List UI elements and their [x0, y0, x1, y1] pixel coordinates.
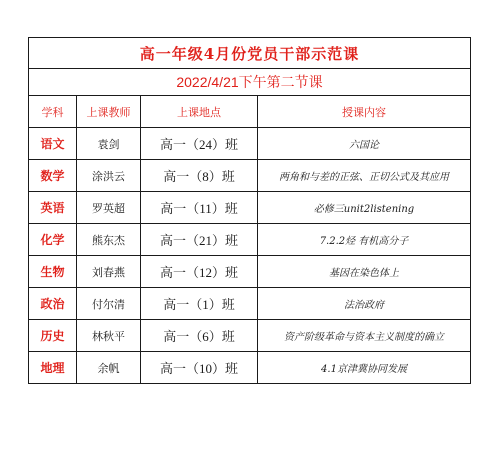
teacher-cell: 余帆 — [77, 352, 141, 384]
place-cell: 高一（6）班 — [141, 320, 258, 352]
subject-cell: 政治 — [29, 288, 77, 320]
teacher-cell: 涂洪云 — [77, 160, 141, 192]
header-subject: 学科 — [29, 96, 77, 128]
place-cell: 高一（21）班 — [141, 224, 258, 256]
demonstration-class-schedule-table — [28, 37, 471, 384]
teacher-cell: 刘春燕 — [77, 256, 141, 288]
subject-cell: 化学 — [29, 224, 77, 256]
subject-cell: 语文 — [29, 128, 77, 160]
place-cell: 高一（24）班 — [141, 128, 258, 160]
teacher-cell: 付尔清 — [77, 288, 141, 320]
subject-cell: 地理 — [29, 352, 77, 384]
teacher-cell: 袁剑 — [77, 128, 141, 160]
content-cell: 资产阶级革命与资本主义制度的确立 — [258, 320, 471, 352]
table-row — [29, 160, 471, 192]
content-cell: 基因在染色体上 — [258, 256, 471, 288]
subject-cell: 历史 — [29, 320, 77, 352]
column-header-row — [29, 96, 471, 128]
content-cell: 4.1京津冀协同发展 — [258, 352, 471, 384]
header-teacher: 上课教师 — [77, 96, 141, 128]
teacher-cell: 罗英超 — [77, 192, 141, 224]
header-place: 上课地点 — [141, 96, 258, 128]
content-cell: 两角和与差的正弦、正切公式及其应用 — [258, 160, 471, 192]
content-cell: 法治政府 — [258, 288, 471, 320]
content-cell: 六国论 — [258, 128, 471, 160]
table-row — [29, 352, 471, 384]
content-cell: 必修三unit2listening — [258, 192, 471, 224]
table-row — [29, 320, 471, 352]
place-cell: 高一（8）班 — [141, 160, 258, 192]
table-row — [29, 128, 471, 160]
schedule-title: 高一年级4月份党员干部示范课 — [29, 38, 471, 69]
subtitle-row — [29, 69, 471, 96]
table-row — [29, 288, 471, 320]
table-row — [29, 256, 471, 288]
table-row — [29, 192, 471, 224]
subject-cell: 数学 — [29, 160, 77, 192]
table-row — [29, 224, 471, 256]
place-cell: 高一（1）班 — [141, 288, 258, 320]
teacher-cell: 林秋平 — [77, 320, 141, 352]
schedule-date-time: 2022/4/21下午第二节课 — [29, 69, 471, 96]
place-cell: 高一（12）班 — [141, 256, 258, 288]
subject-cell: 英语 — [29, 192, 77, 224]
teacher-cell: 熊东杰 — [77, 224, 141, 256]
content-cell: 7.2.2烃 有机高分子 — [258, 224, 471, 256]
place-cell: 高一（10）班 — [141, 352, 258, 384]
subject-cell: 生物 — [29, 256, 77, 288]
place-cell: 高一（11）班 — [141, 192, 258, 224]
title-row — [29, 38, 471, 69]
header-content: 授课内容 — [258, 96, 471, 128]
